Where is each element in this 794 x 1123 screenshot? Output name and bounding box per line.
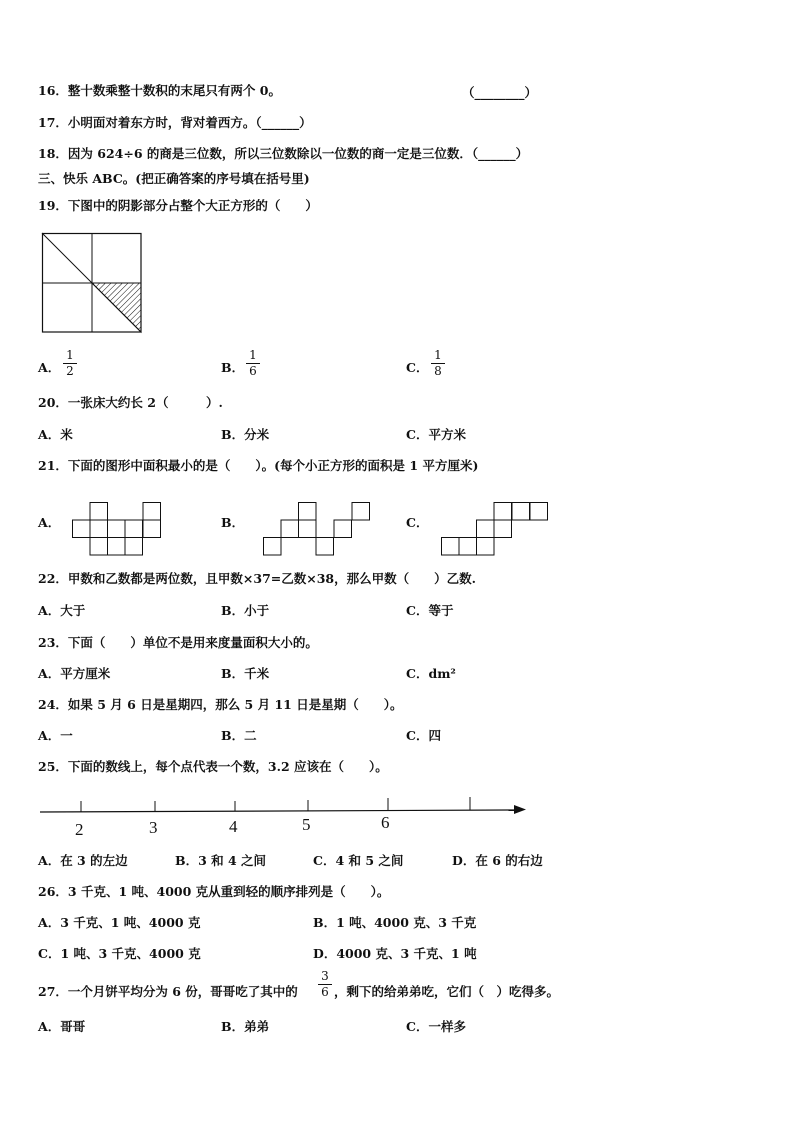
question-18: 18．因为 624÷6 的商是三位数，所以三位数除以一位数的商一定是三位数．（______） <box>38 146 529 161</box>
q21-option-b[interactable]: B． <box>221 515 245 530</box>
tick-label-6: 6 <box>381 813 390 832</box>
question-22: 22．甲数和乙数都是两位数，且甲数×37=乙数×38，那么甲数（ ）乙数. <box>38 571 476 586</box>
tick-label-2: 2 <box>75 820 84 839</box>
q21-shape-c <box>441 502 551 556</box>
question-25: 25．下面的数线上，每个点代表一个数，3.2 应该在（ ）。 <box>38 759 388 774</box>
question-23: 23．下面（ ）单位不是用来度量面积大小的。 <box>38 635 318 650</box>
q25-option-d[interactable]: D．在 6 的右边 <box>452 853 543 868</box>
q26-option-c[interactable]: C．1 吨、3 千克、4000 克 <box>38 946 201 961</box>
question-17: 17．小明面对着东方时，背对着西方。（______） <box>38 115 312 130</box>
q24-option-c[interactable]: C．四 <box>406 728 441 743</box>
q23-option-a[interactable]: A．平方厘米 <box>38 666 111 681</box>
question-24: 24．如果 5 月 6 日是星期四，那么 5 月 11 日是星期（ ）。 <box>38 697 403 712</box>
q26-option-b[interactable]: B．1 吨、4000 克、3 千克 <box>313 915 477 930</box>
tick-label-4: 4 <box>229 817 238 836</box>
q26-option-a[interactable]: A．3 千克、1 吨、4000 克 <box>38 915 201 930</box>
q22-option-b[interactable]: B．小于 <box>221 603 270 618</box>
q25-option-b[interactable]: B．3 和 4 之间 <box>175 853 267 868</box>
q21-shape-a <box>72 502 164 556</box>
question-27-before: 27．一个月饼平均分为 6 份，哥哥吃了其中的 <box>38 984 298 999</box>
question-21: 21．下面的图形中面积最小的是（ ）。(每个小正方形的面积是 1 平方厘米) <box>38 458 479 473</box>
q19-option-b-label[interactable]: B． <box>221 360 245 375</box>
q19-square-figure <box>42 233 142 333</box>
q27-option-c[interactable]: C．一样多 <box>406 1019 466 1034</box>
q25-number-line <box>38 792 528 842</box>
q20-option-b[interactable]: B．分米 <box>221 427 270 442</box>
q25-option-a[interactable]: A．在 3 的左边 <box>38 853 128 868</box>
question-19: 19．下图中的阴影部分占整个大正方形的（ ） <box>38 198 318 213</box>
q19-option-b-fraction: 1 6 <box>246 349 260 378</box>
question-16: 16．整十数乘整十数积的末尾只有两个 0。 <box>38 83 281 98</box>
q25-option-c[interactable]: C．4 和 5 之间 <box>313 853 404 868</box>
tick-label-5: 5 <box>302 815 311 834</box>
q20-option-c[interactable]: C．平方米 <box>406 427 466 442</box>
q24-option-b[interactable]: B．二 <box>221 728 257 743</box>
q22-option-c[interactable]: C．等于 <box>406 603 454 618</box>
q26-option-d[interactable]: D．4000 克、3 千克、1 吨 <box>313 946 477 961</box>
q27-option-b[interactable]: B．弟弟 <box>221 1019 270 1034</box>
question-27-after: ，剩下的给弟弟吃，它们（ ）吃得多。 <box>334 984 560 999</box>
q22-option-a[interactable]: A．大于 <box>38 603 86 618</box>
question-20: 20．一张床大约长 2（ ）. <box>38 395 223 410</box>
q19-option-c-label[interactable]: C． <box>406 360 429 375</box>
section-heading: 三、快乐 ABC。(把正确答案的序号填在括号里) <box>38 171 310 186</box>
tick-label-3: 3 <box>149 818 158 837</box>
q27-fraction: 3 6 <box>318 970 332 999</box>
question-26: 26．3 千克、1 吨、4000 克从重到轻的顺序排列是（ ）。 <box>38 884 390 899</box>
q23-option-b[interactable]: B．千米 <box>221 666 270 681</box>
q27-option-a[interactable]: A．哥哥 <box>38 1019 86 1034</box>
answer-blank-16[interactable]: （________） <box>462 85 538 100</box>
q19-option-c-fraction: 1 8 <box>431 349 445 378</box>
q21-shape-b <box>263 502 373 556</box>
q19-option-a-label[interactable]: A． <box>38 360 61 375</box>
q19-option-a-fraction: 1 2 <box>63 349 77 378</box>
q21-option-a[interactable]: A． <box>38 515 61 530</box>
q21-option-c[interactable]: C． <box>406 515 429 530</box>
q23-option-c[interactable]: C．dm² <box>406 666 456 681</box>
q24-option-a[interactable]: A．一 <box>38 728 73 743</box>
q20-option-a[interactable]: A．米 <box>38 427 73 442</box>
